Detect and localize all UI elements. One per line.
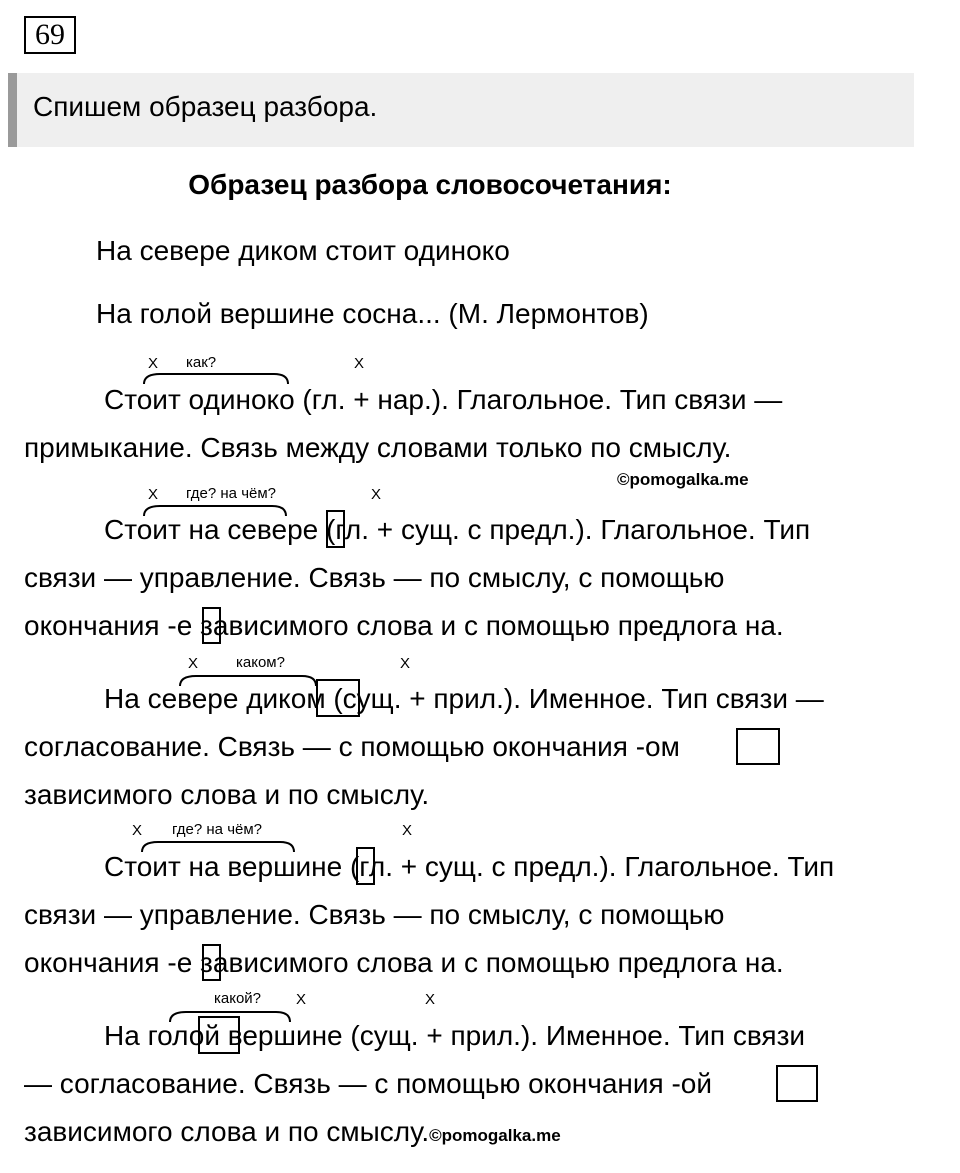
dependent-word-mark: X	[425, 991, 436, 1008]
paragraph-text: зависимого слова и по смыслу.	[24, 1116, 430, 1147]
paragraph-line: согласование. Связь — с помощью окончания -ом	[24, 731, 680, 762]
question-label: как?	[186, 354, 217, 371]
paragraph-line: Стоит на вершине (гл. + сущ. с предл.). Глагольное. Тип	[104, 851, 835, 882]
question-label: каком?	[236, 654, 285, 671]
paragraph-line: связи — управление. Связь — по смыслу, с помощью	[24, 899, 725, 930]
section-heading: Образец разбора словосочетания:	[188, 169, 672, 200]
paragraph-line: зависимого слова и по смыслу.	[24, 779, 430, 810]
ending-box	[736, 728, 780, 765]
paragraph-line	[24, 1115, 561, 1153]
main-word-mark: X	[296, 991, 307, 1008]
paragraph-line: На голой вершине (сущ. + прил.). Именное. Тип связи	[104, 1020, 806, 1051]
paragraph-line: окончания -е зависимого слова и с помощью предлога на.	[24, 947, 784, 978]
paragraph-line: примыкание. Связь между словами только по смыслу.	[24, 432, 732, 463]
poem-line: На голой вершине сосна... (М. Лермонтов)	[96, 298, 649, 329]
main-word-mark: X	[148, 355, 159, 372]
question-label: какой?	[214, 990, 262, 1007]
ending-box	[776, 1065, 818, 1102]
ending-box	[198, 1016, 240, 1054]
paragraph-line: связи — управление. Связь — по смыслу, с помощью	[24, 562, 725, 593]
exercise-number: 69	[24, 16, 76, 54]
question-label: где? на чём?	[172, 821, 263, 838]
dependent-word-mark: X	[371, 486, 382, 503]
main-word-mark: X	[188, 655, 199, 672]
dependent-word-mark: X	[354, 355, 365, 372]
paragraph-line: На севере диком (сущ. + прил.). Именное. Тип связи —	[104, 683, 824, 714]
watermark: ©pomogalka.me	[617, 470, 749, 489]
paragraph-line: — согласование. Связь — с помощью окончания -ой	[24, 1068, 713, 1099]
poem-line: На севере диком стоит одиноко	[96, 235, 510, 266]
paragraph-line: Стоит одиноко (гл. + нар.). Глагольное. Тип связи —	[104, 384, 783, 415]
main-word-mark: X	[132, 822, 143, 839]
ending-box	[356, 847, 375, 885]
ending-box	[316, 679, 360, 717]
paragraph-line: окончания -е зависимого слова и с помощью предлога на.	[24, 610, 784, 641]
ending-box	[202, 607, 221, 644]
main-word-mark: X	[148, 486, 159, 503]
dependent-word-mark: X	[400, 655, 411, 672]
ending-box	[326, 510, 345, 548]
watermark: ©pomogalka.me	[429, 1126, 561, 1145]
paragraph-line: Стоит на севере (гл. + сущ. с предл.). Глагольное. Тип	[104, 514, 811, 545]
instruction-text: Спишем образец разбора.	[33, 91, 378, 122]
dependent-word-mark: X	[402, 822, 413, 839]
ending-box	[202, 944, 221, 981]
question-label: где? на чём?	[186, 485, 277, 502]
